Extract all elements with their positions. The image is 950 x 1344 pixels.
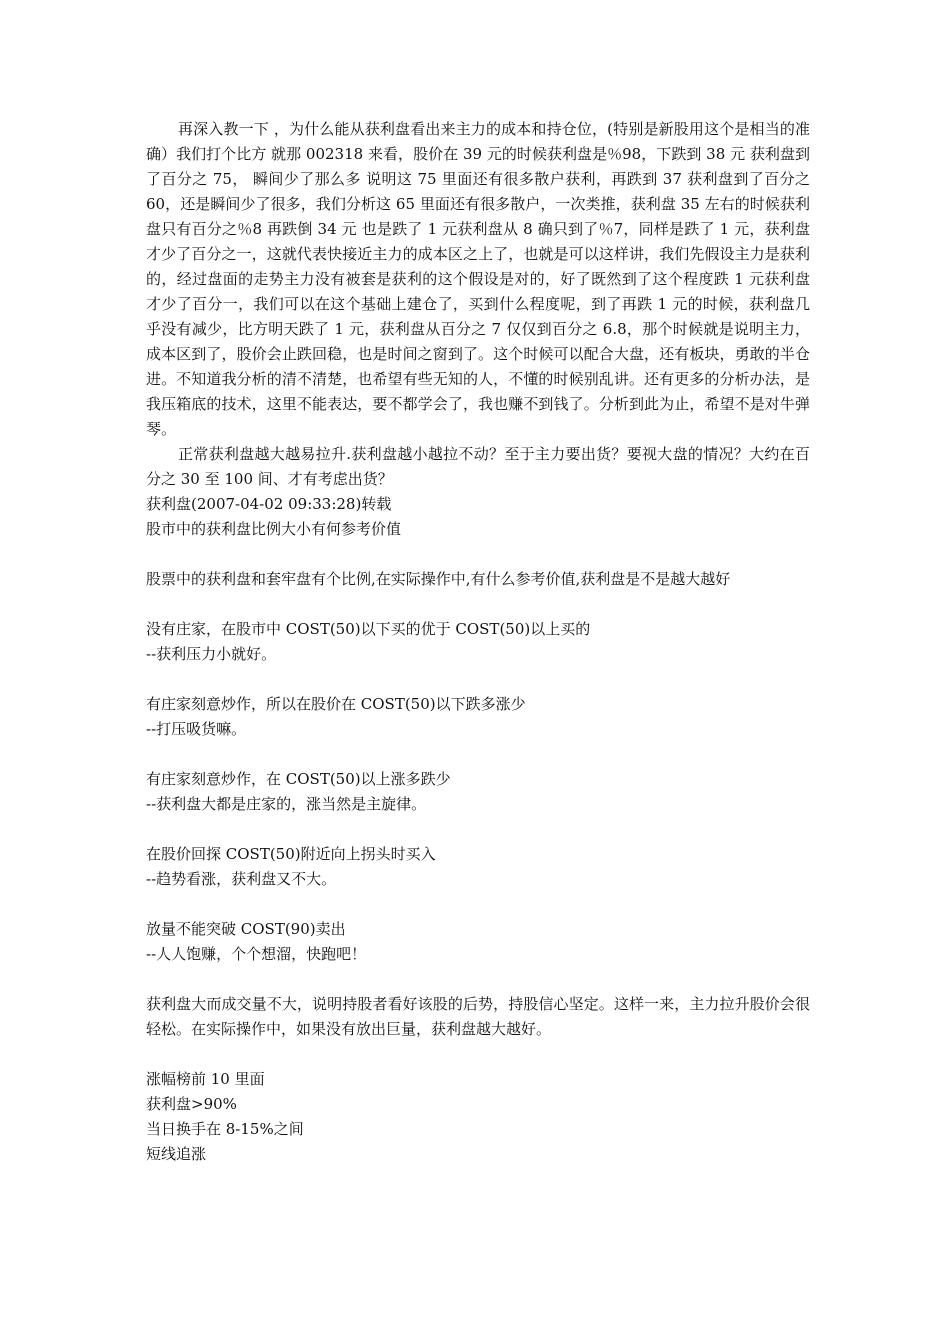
spacer <box>146 742 810 767</box>
rule-line: 有庄家刻意炒作，所以在股价在 COST(50)以下跌多涨少 <box>146 695 526 713</box>
rule-line: 有庄家刻意炒作，在 COST(50)以上涨多跌少 <box>146 770 451 788</box>
rule-note: --打压吸货嘛。 <box>146 720 247 738</box>
criteria-item: 涨幅榜前 10 里面 <box>146 1070 265 1088</box>
spacer <box>146 817 810 842</box>
article-title: 股市中的获利盘比例大小有何参考价值 <box>146 520 402 538</box>
rule-note: --获利压力小就好。 <box>146 645 277 663</box>
spacer <box>146 592 810 617</box>
document-page <box>146 117 810 1167</box>
spacer <box>146 892 810 917</box>
question-line: 股票中的获利盘和套牢盘有个比例,在实际操作中,有什么参考价值,获利盘是不是越大越好 <box>146 570 731 588</box>
rule-line: 没有庄家，在股市中 COST(50)以下买的优于 COST(50)以上买的 <box>146 620 591 638</box>
conclusion-paragraph: 获利盘大而成交量不大，说明持股者看好该股的后势，持股信心坚定。这样一来，主力拉升股价会很轻松。在实际操作中，如果没有放出巨量，获利盘越大越好。 <box>146 995 810 1038</box>
criteria-item: 当日换手在 8-15%之间 <box>146 1120 304 1138</box>
rule-line: 放量不能突破 COST(90)卖出 <box>146 920 346 938</box>
rule-note: --获利盘大都是庄家的，涨当然是主旋律。 <box>146 795 427 813</box>
rule-note: --趋势看涨，获利盘又不大。 <box>146 870 337 888</box>
profit-ratio-paragraph: 正常获利盘越大越易拉升.获利盘越小越拉不动？至于主力要出货？要视大盘的情况？大约在百分之 30 至 100 间、才有考虑出货？ <box>146 445 810 488</box>
analysis-paragraph: 再深入教一下 ，为什么能从获利盘看出来主力的成本和持仓位，(特别是新股用这个是相当的准确）我们打个比方 就那 002318 来看，股价在 39 元的时候获利盘是％98，下跌到 38 元 获利盘到了百分之 75， 瞬间少了那么多 说明这 75 里面还有很多散户获利，再跌到 37 获利盘到了百分之 60，还是瞬间少了很多，我们分析这 65 里面还有很多散户，一次类推，获利盘 35 左右的时候获利盘只有百分之％8 再跌倒 34 元 也是跌了 1 元获利盘从 8 确只到了％7，同样是跌了 1 元，获利盘才少了百分之一，这就代表快接近主力的成本区之上了，也就是可以这样讲，我们先假设主力是获利的，经过盘面的走势主力没有被套是获利的这个假设是对的，好了既然到了这个程度跌 1 元获利盘才少了百分一，我们可以在这个基础上建仓了，买到什么程度呢，到了再跌 1 元的时候，获利盘几乎没有减少，比方明天跌了 1 元，获利盘从百分之 7 仅仅到百分之 6.8，那个时候就是说明主力，成本区到了，股价会止跌回稳，也是时间之窗到了。这个时候可以配合大盘，还有板块，勇敢的半仓进。不知道我分析的清不清楚，也希望有些无知的人，不懂的时候别乱讲。还有更多的分析办法，是我压箱底的技术，这里不能表达，要不都学会了，我也赚不到钱了。分析到此为止，希望不是对牛弹琴。 <box>146 120 810 438</box>
rule-note: --人人饱赚，个个想溜，快跑吧！ <box>146 945 367 963</box>
spacer <box>146 1042 810 1067</box>
spacer <box>146 667 810 692</box>
criteria-item: 短线追涨 <box>146 1145 207 1163</box>
rule-line: 在股价回探 COST(50)附近向上拐头时买入 <box>146 845 436 863</box>
criteria-item: 获利盘>90% <box>146 1095 237 1113</box>
source-line: 获利盘(2007-04-02 09:33:28)转载 <box>146 495 392 513</box>
spacer <box>146 542 810 567</box>
spacer <box>146 967 810 992</box>
